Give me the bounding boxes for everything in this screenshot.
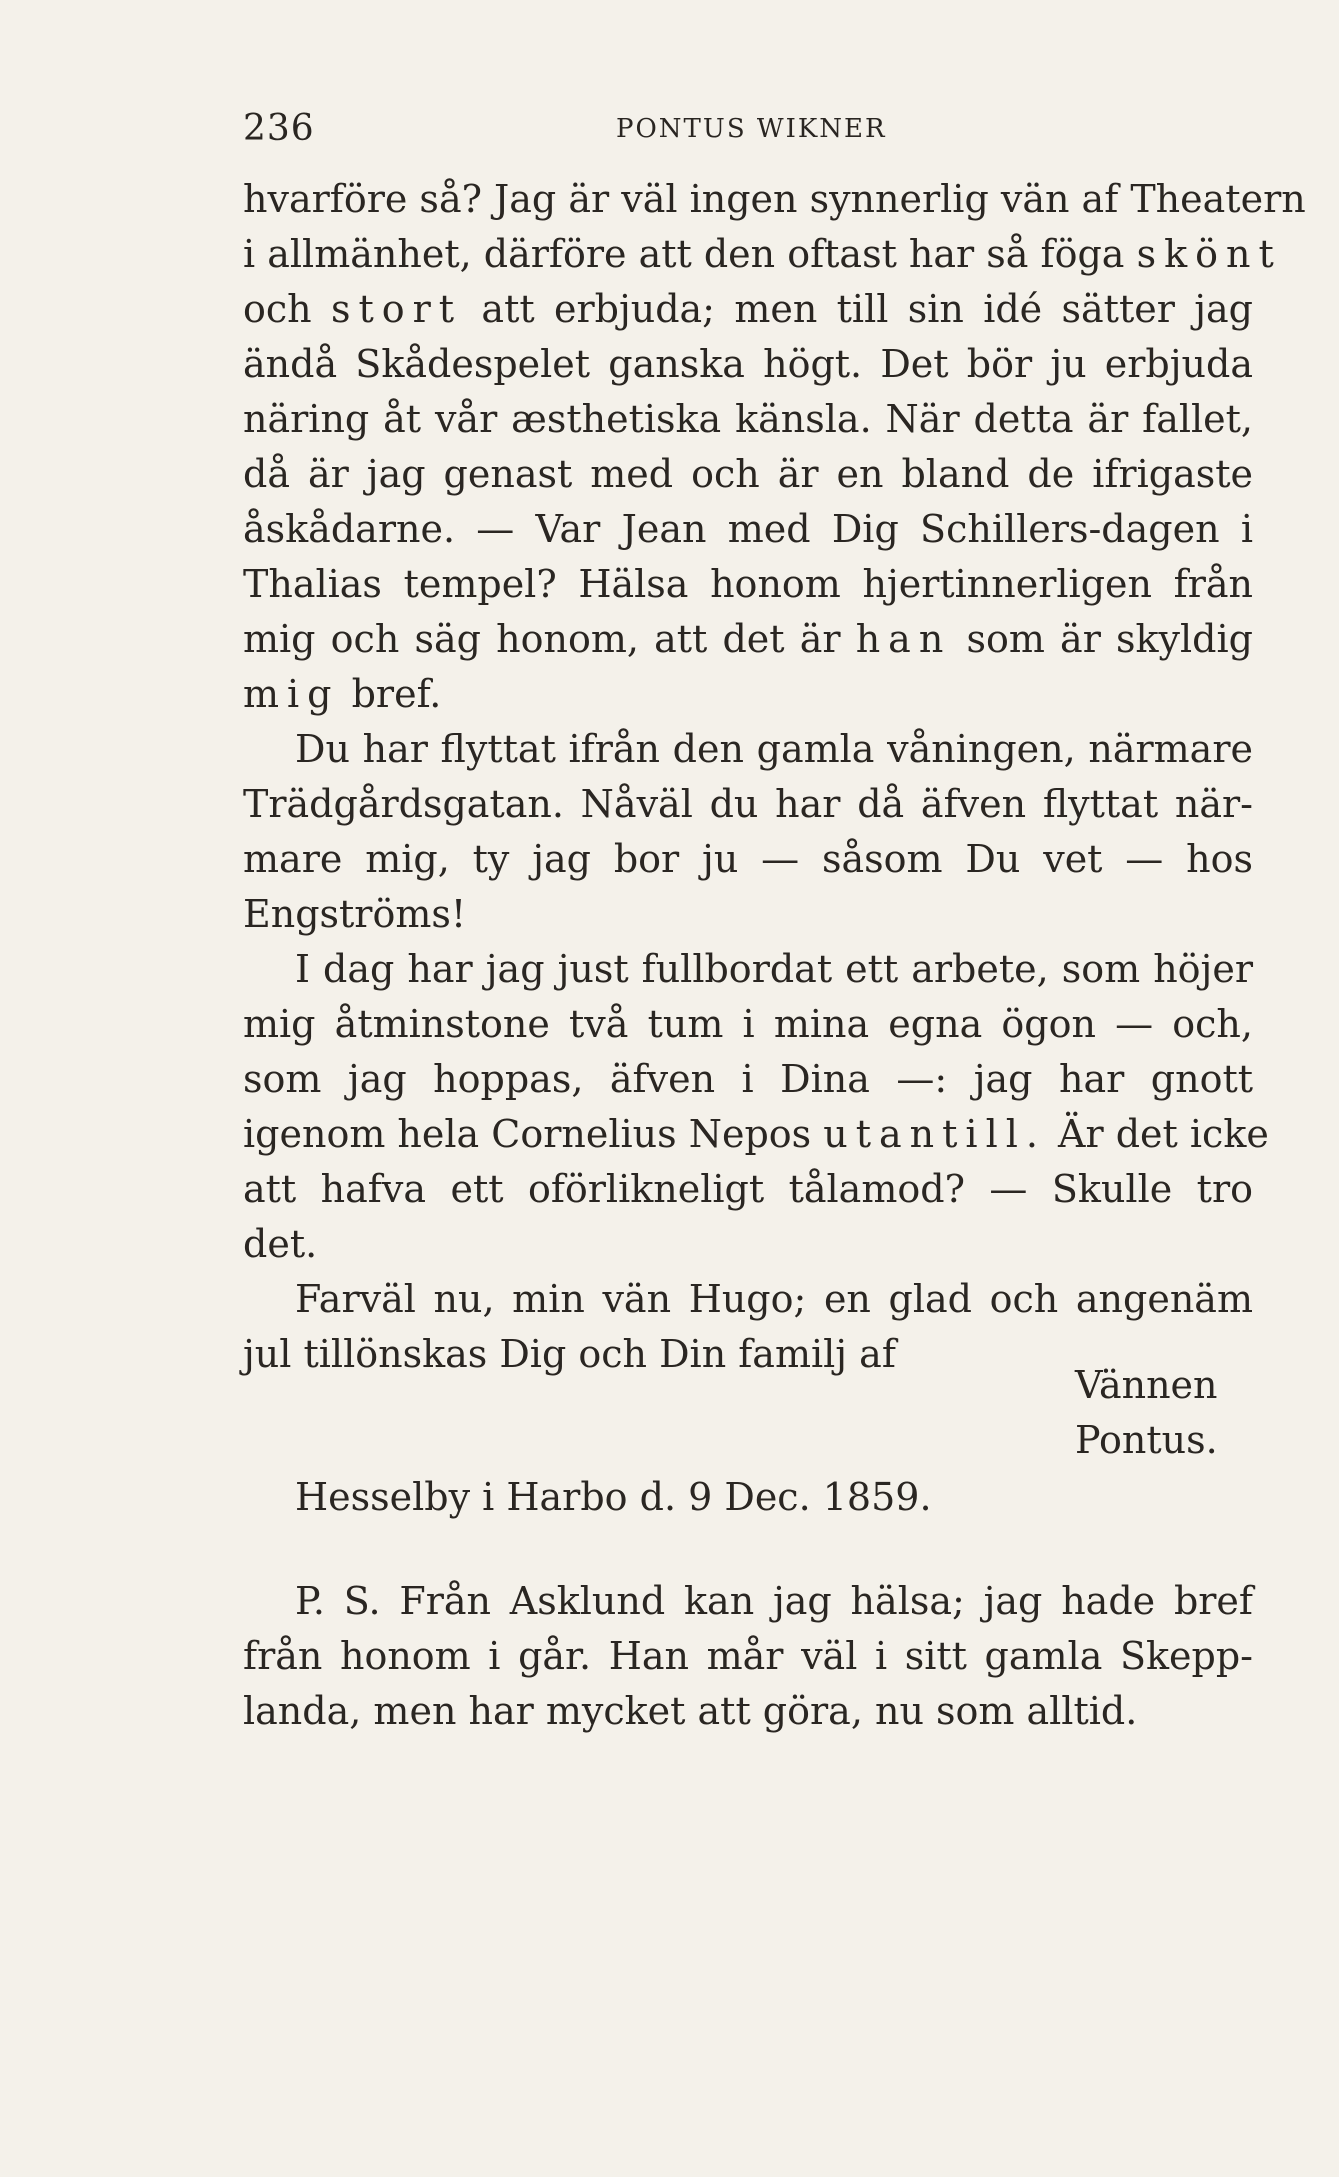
text-line: mig bref.: [243, 672, 442, 716]
text-line: hvarföre så? Jag är väl ingen synnerlig vän af Theatern: [243, 177, 1306, 221]
signoff-name: Pontus.: [1075, 1418, 1218, 1462]
text-line: från honom i går. Han mår väl i sitt gamla Skepp-: [243, 1634, 1253, 1678]
signoff-greeting: Vännen: [1075, 1363, 1218, 1407]
text-line: landa, men har mycket att göra, nu som alltid.: [243, 1689, 1138, 1733]
postscript: [243, 1574, 1253, 1739]
text-line: näring åt vår æsthetiska känsla. När detta är fallet,: [243, 397, 1253, 441]
letter-body: [243, 172, 1306, 1382]
spaced-emphasis: utantill.: [823, 1112, 1046, 1156]
text-line: mig och säg honom, att det är han som är skyldig: [243, 617, 1253, 661]
text-line: åskådarne. — Var Jean med Dig Schillers-dagen i: [243, 507, 1253, 551]
text-line: att hafva ett oförlikneligt tålamod? — Skulle tro: [243, 1167, 1253, 1211]
text-line: som jag hoppas, äfven i Dina —: jag har gnott: [243, 1057, 1253, 1101]
text-line: Thalias tempel? Hälsa honom hjertinnerligen från: [243, 562, 1253, 606]
text-line: igenom hela Cornelius Nepos utantill. Är det icke: [243, 1112, 1269, 1156]
text-line: det.: [243, 1222, 318, 1266]
text-line: Engströms!: [243, 892, 467, 936]
text-line: då är jag genast med och är en bland de ifrigaste: [243, 452, 1253, 496]
text-line: mig åtminstone två tum i mina egna ögon — och,: [243, 1002, 1253, 1046]
text-line: Du har flyttat ifrån den gamla våningen, närmare: [295, 727, 1253, 771]
spaced-emphasis: han: [855, 617, 952, 661]
letter-signoff: [1075, 1358, 1218, 1468]
running-head: PONTUS WIKNER: [616, 114, 887, 144]
text-line: i allmänhet, därföre att den oftast har så föga skönt: [243, 232, 1282, 276]
page-number: 236: [243, 108, 315, 149]
spaced-emphasis: skönt: [1136, 232, 1282, 276]
spaced-emphasis: mig: [243, 672, 340, 716]
spaced-emphasis: stort: [330, 287, 463, 331]
text-line: mare mig, ty jag bor ju — såsom Du vet — hos: [243, 837, 1253, 881]
text-line: ändå Skådespelet ganska högt. Det bör ju erbjuda: [243, 342, 1253, 386]
text-line: Farväl nu, min vän Hugo; en glad och angenäm: [295, 1277, 1253, 1321]
text-line: och stort att erbjuda; men till sin idé sätter jag: [243, 287, 1253, 331]
page-header: [243, 108, 1253, 158]
text-line: I dag har jag just fullbordat ett arbete, som höjer: [295, 947, 1253, 991]
text-line: Trädgårdsgatan. Nåväl du har då äfven flyttat när-: [243, 782, 1253, 826]
text-line: P. S. Från Asklund kan jag hälsa; jag hade bref: [295, 1579, 1253, 1623]
place-date: Hesselby i Harbo d. 9 Dec. 1859.: [295, 1475, 932, 1519]
text-line: jul tillönskas Dig och Din familj af: [243, 1332, 896, 1376]
